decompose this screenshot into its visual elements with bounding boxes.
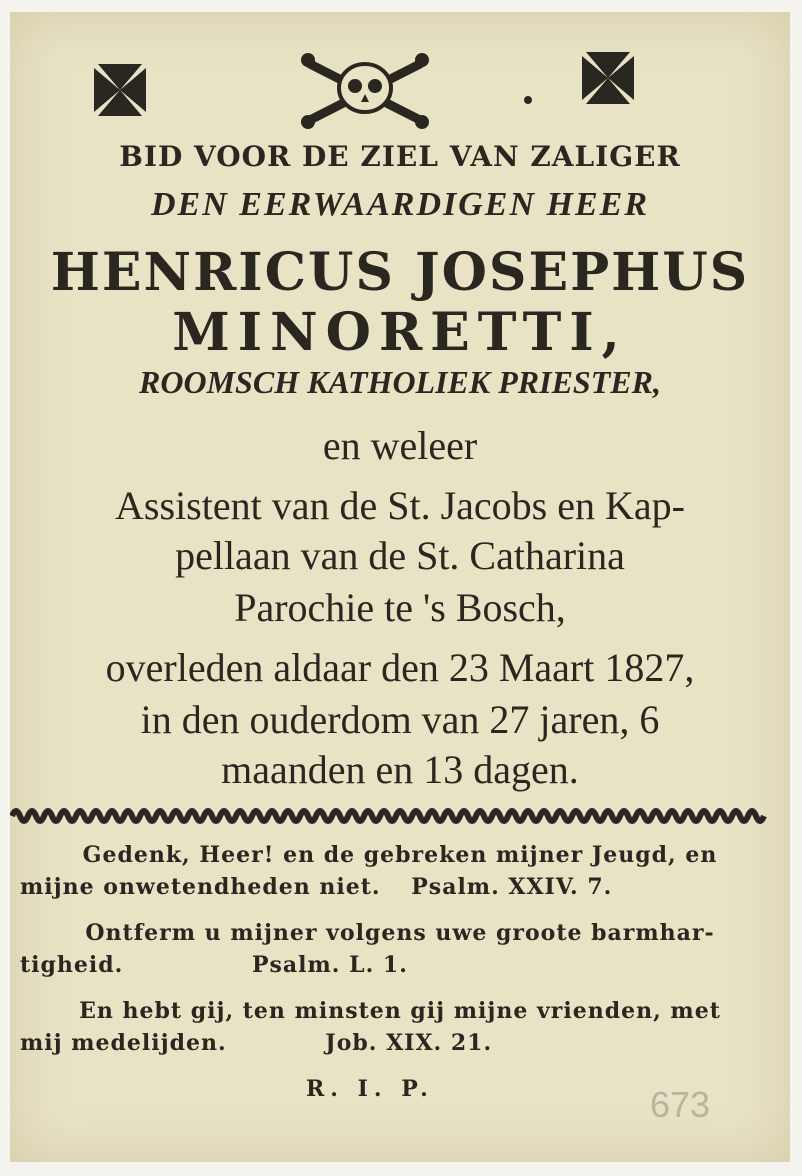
name-line-1: HENRICUS JOSEPHUS <box>50 242 750 303</box>
verse-reference: Psalm. XXIV. 7. <box>411 874 613 900</box>
verse-reference: Psalm. L. 1. <box>251 952 408 978</box>
verse-reference: Job. XIX. 21. <box>325 1030 493 1056</box>
body-line-6: in den ouderdom van 27 jaren, 6 <box>140 697 660 742</box>
body-line-3: pellaan van de St. Catharina <box>175 533 625 578</box>
verse-2-line-2 <box>20 952 408 978</box>
closing-rip: R. I. P. <box>306 1076 434 1102</box>
verse-3-line-1: En hebt gij, ten minsten gij mijne vrienden, met <box>79 998 721 1024</box>
verse-1-line-2 <box>20 874 612 900</box>
body-line-1: en weleer <box>322 423 478 468</box>
name-line-2: MINORETTI, <box>172 302 628 363</box>
verse-2-line-1: Ontferm u mijner volgens uwe groote barmhar- <box>85 920 715 946</box>
header-line-2: DEN EERWAARDIGEN HEER <box>151 186 649 223</box>
wave-rule-divider <box>10 802 770 830</box>
ornament-dot <box>524 96 532 104</box>
prayer-card <box>10 12 790 1162</box>
title-line: ROOMSCH KATHOLIEK PRIESTER, <box>139 364 661 400</box>
cross-pattee-icon <box>88 58 152 122</box>
verse-text: mijne onwetendheden niet. <box>20 874 381 900</box>
body-line-4: Parochie te 's Bosch, <box>234 585 566 630</box>
body-line-2: Assistent van de St. Jacobs en Kap- <box>115 483 685 528</box>
body-line-5: overleden aldaar den 23 Maart 1827, <box>105 645 695 690</box>
body-line-7: maanden en 13 dagen. <box>221 747 579 792</box>
header-line-1: BID VOOR DE ZIEL VAN ZALIGER <box>119 140 681 173</box>
cross-pattee-icon <box>576 46 640 110</box>
skull-crossbones-icon <box>300 52 430 130</box>
verse-3-line-2 <box>20 1030 492 1056</box>
verse-1-line-1: Gedenk, Heer! en de gebreken mijner Jeugd, en <box>82 842 718 868</box>
catalog-number: 673 <box>650 1084 711 1125</box>
verse-text: tigheid. <box>20 952 124 978</box>
verse-text: mij medelijden. <box>20 1030 227 1056</box>
